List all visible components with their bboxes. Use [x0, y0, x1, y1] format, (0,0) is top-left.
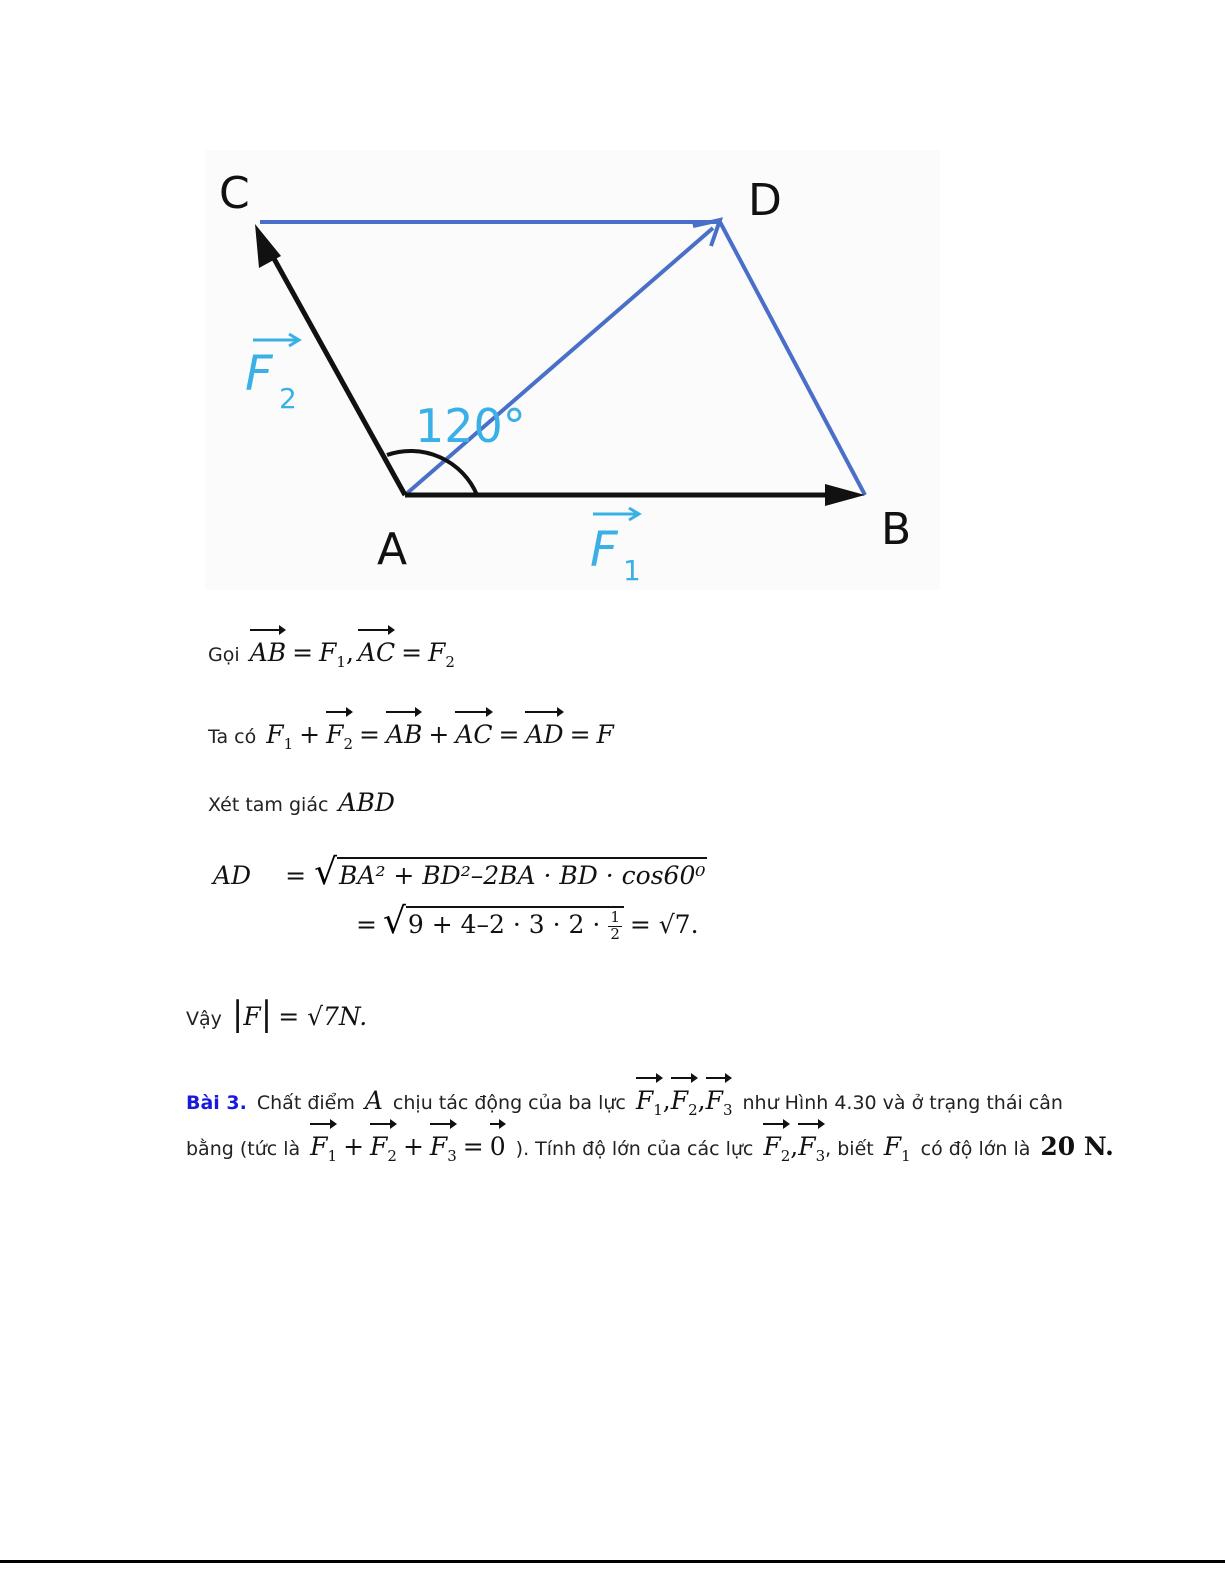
abs-close: | [260, 994, 273, 1034]
vec-f2: $F_2$ [671, 1072, 698, 1115]
bai3-label: Bài 3. [186, 1092, 247, 1114]
eq: = [358, 720, 380, 749]
goi-text: Gọi [208, 644, 240, 666]
vec-f2: $F_2$ [326, 706, 353, 749]
vec-f3: $F_3$ [430, 1118, 457, 1161]
bottom-border [0, 1560, 1225, 1563]
vec-f2: $F_2$ [763, 1118, 790, 1161]
plus: + [428, 720, 450, 749]
vec-f1: $F_1$ [319, 638, 346, 671]
line-vay [186, 994, 367, 1034]
vec-f2: $F_2$ [428, 638, 455, 671]
point-a: A [364, 1086, 383, 1115]
angle-label: 120° [415, 399, 526, 453]
bai3-text: chịu tác động của ba lực [392, 1092, 626, 1114]
vec-zero: 0 [490, 1118, 506, 1161]
force-value: 20 N. [1040, 1132, 1114, 1161]
vec-ab: AB [386, 706, 422, 749]
vec-f1: $F_1$ [636, 1072, 663, 1115]
eq: = [285, 861, 307, 890]
f2-sub: 2 [279, 382, 297, 415]
eq: = [498, 720, 520, 749]
sqrt-sign: √ [314, 852, 338, 893]
bai3-text: bằng (tức là [186, 1138, 301, 1160]
sqrt-sign: √ [382, 901, 406, 942]
eq: = [401, 638, 423, 667]
vec-f3: $F_3$ [706, 1072, 733, 1115]
vec-f1: $F_1$ [310, 1118, 337, 1161]
ad-lhs: AD [213, 861, 252, 890]
f1-sub: 1 [623, 554, 641, 587]
comma: , [345, 638, 354, 667]
point-a-label: A [377, 524, 408, 575]
vec-f3: $F_3$ [798, 1118, 825, 1161]
comma: , [697, 1086, 706, 1115]
radicand-2: 9 + 4–2 · 3 · 2 · $\frac{1}{2}$ [406, 906, 624, 943]
diagonal-ad [405, 228, 713, 495]
line-xet [208, 788, 395, 817]
vec-f2: $F_2$ [370, 1118, 397, 1161]
line-ad-numeric [356, 901, 699, 943]
vector-f2-line [267, 246, 405, 495]
side-db [720, 222, 865, 495]
rhs-sqrt7: = √7. [629, 910, 699, 939]
bai3-text: như Hình 4.30 và ở trạng thái cân [742, 1092, 1063, 1114]
bai3-line1 [186, 1072, 1063, 1119]
vec-f: F [596, 720, 614, 749]
eq: = [569, 720, 591, 749]
plus: + [343, 1132, 365, 1161]
eq: = [356, 910, 377, 939]
bai3-line2 [186, 1118, 1114, 1165]
vay-text: Vậy [186, 1008, 222, 1030]
vay-rhs: = √7N. [278, 1002, 368, 1031]
plus: + [402, 1132, 424, 1161]
vec-ad: AD [525, 706, 563, 749]
point-c-label: C [219, 168, 250, 219]
bai3-text: ). Tính độ lớn của các lực [515, 1138, 754, 1160]
bai3-text: , biết [825, 1138, 874, 1160]
taco-text: Ta có [208, 726, 257, 748]
eq: = [462, 1132, 484, 1161]
abs-open: | [231, 994, 244, 1034]
bai3-text: có độ lớn là [920, 1138, 1031, 1160]
xet-text: Xét tam giác [208, 794, 329, 816]
radicand-1: BA² + BD²–2BA · BD · cos60⁰ [337, 857, 707, 890]
point-b-label: B [881, 504, 912, 555]
vec-ac: AC [455, 706, 492, 749]
triangle-abd: ABD [338, 788, 395, 817]
vec-f1: $F_1$ [883, 1132, 911, 1165]
line-ad-formula [213, 852, 707, 893]
comma: , [790, 1132, 799, 1161]
bai3-text: Chất điểm [256, 1092, 355, 1114]
vec-f1: $F_1$ [266, 720, 294, 753]
comma: , [662, 1086, 671, 1115]
force-diagram [205, 150, 940, 590]
f2-label: F [245, 346, 273, 402]
vec-ab: AB [250, 624, 286, 667]
line-taco [208, 706, 614, 753]
vec-ac: AC [358, 624, 395, 667]
parallelogram-figure [205, 150, 940, 590]
line-goi [208, 624, 455, 671]
f1-label: F [590, 522, 618, 578]
fraction-half: $\frac{1}{2}$ [610, 908, 620, 943]
point-d-label: D [748, 175, 782, 226]
eq: = [292, 638, 314, 667]
vec-f: F [243, 1002, 261, 1031]
plus: + [299, 720, 321, 749]
